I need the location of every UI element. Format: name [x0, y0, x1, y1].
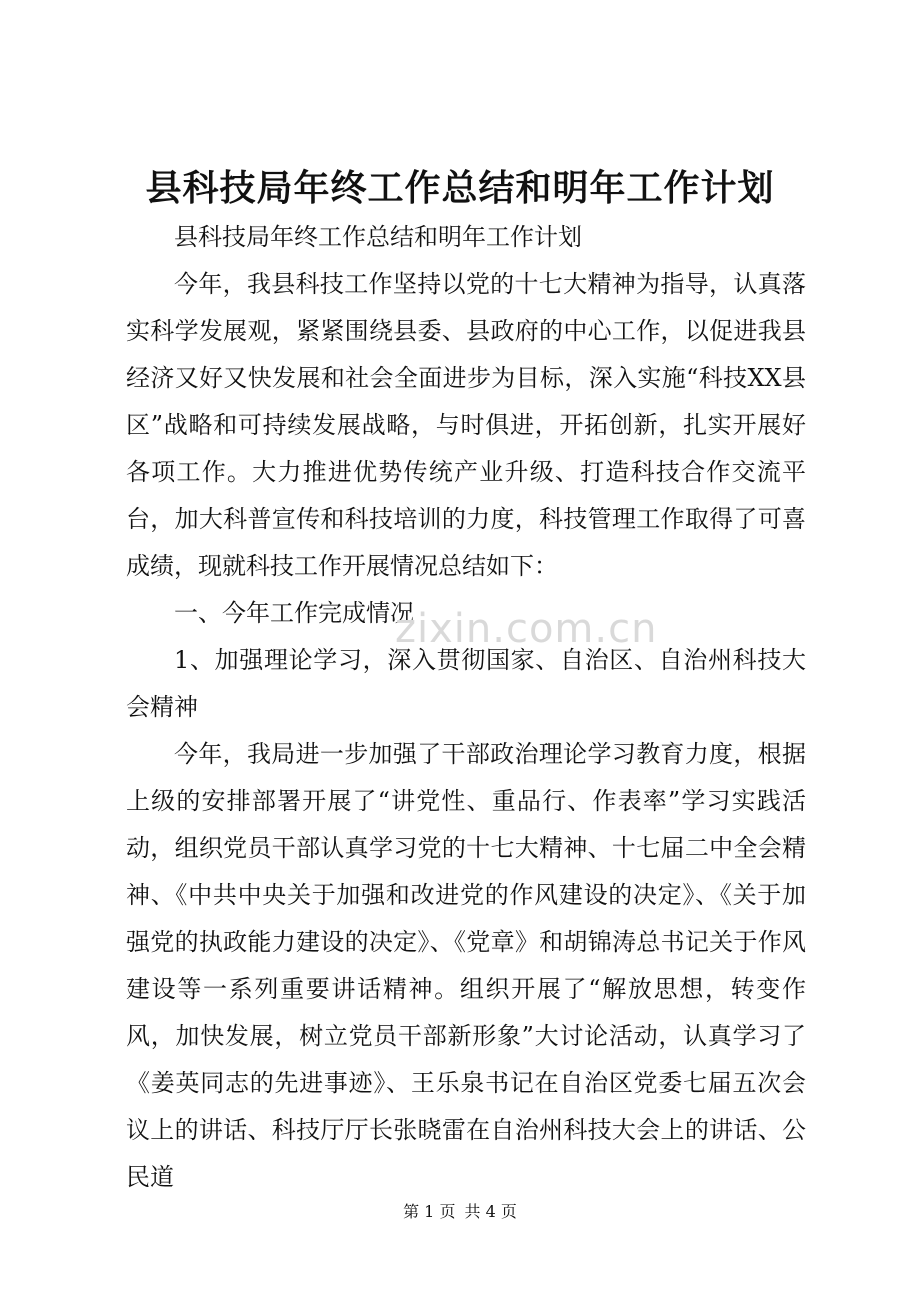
page-footer: [0, 1200, 920, 1224]
page-number: 第 1 页: [403, 1202, 456, 1221]
watermark: zixin.com.cn: [395, 606, 658, 652]
body-paragraph: 今年，我局进一步加强了干部政治理论学习教育力度，根据上级的安排部署开展了“讲党性、重品行、作表率”学习实践活动，组织党员干部认真学习党的十七大精神、十七届二中全会精神、《中共中央关于加强和改进党的作风建设的决定》、《关于加强党的执政能力建设的决定》、《党章》和胡锦涛总书记关于作风建设等一系列重要讲话精神。组织开展了“解放思想，转变作风，加快发展，树立党员干部新形象”大讨论活动，认真学习了《姜英同志的先进事迹》、王乐泉书记在自治区党委七届五次会议上的讲话、科技厅厅长张晓雷在自治州科技大会上的讲话、公民道: [126, 740, 806, 1191]
section-heading: 一、今年工作完成情况: [174, 599, 414, 627]
subsection-heading: 1、加强理论学习，深入贯彻国家、自治区、自治州科技大会精神: [126, 646, 806, 721]
intro-paragraph: 今年，我县科技工作坚持以党的十七大精神为指导，认真落实科学发展观，紧紧围绕县委、县政府的中心工作，以促进我县经济又好又快发展和社会全面进步为目标，深入实施“科技XX县区”战略和可持续发展战略，与时俱进，开拓创新，扎实开展好各项工作。大力推进优势传统产业升级、打造科技合作交流平台，加大科普宣传和科技培训的力度，科技管理工作取得了可喜成绩，现就科技工作开展情况总结如下：: [126, 270, 806, 580]
document-body: [126, 214, 806, 1201]
subtitle-paragraph: 县科技局年终工作总结和明年工作计划: [174, 223, 582, 251]
document-title: 县科技局年终工作总结和明年工作计划: [145, 167, 775, 209]
page-total: 共 4 页: [464, 1202, 517, 1221]
